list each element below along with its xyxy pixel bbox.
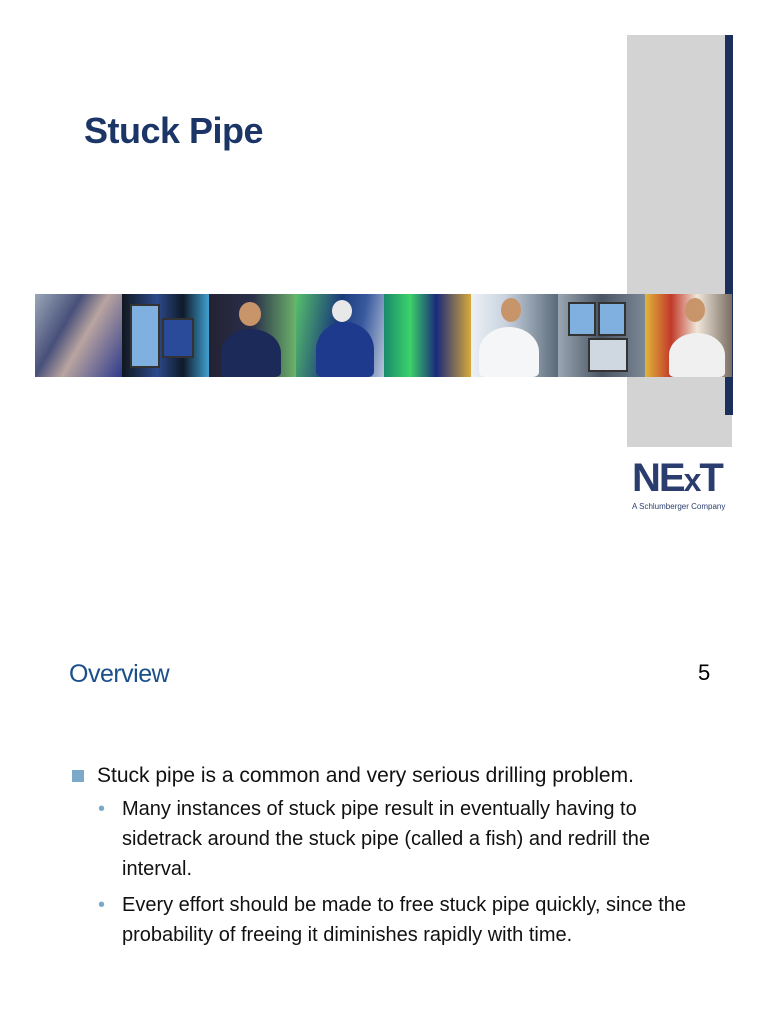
- banner-photo-engineer: [209, 294, 296, 377]
- slide-title: Stuck Pipe: [84, 110, 264, 151]
- section-heading: Overview: [69, 660, 170, 688]
- sidebar-gray-bar: [627, 35, 732, 447]
- banner-photo-control-room: [471, 294, 558, 377]
- logo-subtitle: A Schlumberger Company: [632, 502, 726, 511]
- page-number: 5: [698, 660, 711, 685]
- sub-bullet-item: [71, 794, 711, 884]
- banner-photo-field-worker: [296, 294, 383, 377]
- sub-bullet-item: [71, 890, 711, 950]
- dot-bullet-icon: •: [98, 798, 106, 820]
- bullet-main: [71, 762, 711, 790]
- banner-photo-technician: [645, 294, 732, 377]
- sub-bullet-text: Many instances of stuck pipe result in eventually having to sidetrack around the stuck pipe (called a fish) and redrill the interval.: [122, 798, 651, 880]
- logo-wordmark: NExT: [632, 456, 722, 500]
- sub-bullet-list: [71, 794, 711, 950]
- banner-photo-logs: [384, 294, 471, 377]
- bullet-main-text: Stuck pipe is a common and very serious drilling problem.: [97, 764, 634, 787]
- banner-photo-monitors: [122, 294, 209, 377]
- bullet-list: [71, 762, 711, 956]
- dot-bullet-icon: •: [98, 894, 106, 916]
- next-logo: [632, 458, 725, 511]
- banner-photo-laptop: [558, 294, 645, 377]
- photo-banner: [35, 294, 732, 377]
- banner-photo-seismic: [35, 294, 122, 377]
- square-bullet-icon: [72, 770, 84, 782]
- sub-bullet-text: Every effort should be made to free stuck pipe quickly, since the probability of freeing it diminishes rapidly with time.: [122, 894, 687, 946]
